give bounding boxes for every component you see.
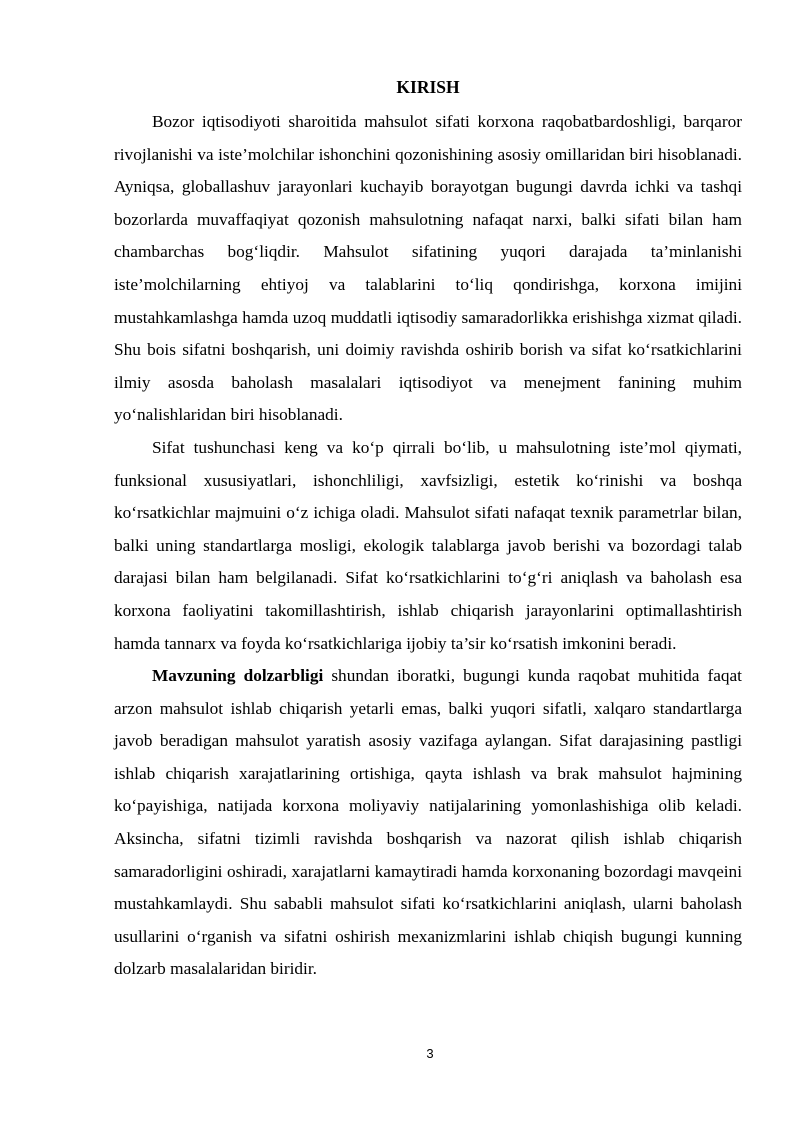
paragraph-intro-text: Bozor iqtisodiyoti sharoitida mahsulot sifati korxona raqobatbardoshligi, barqaror rivojlanishi va iste’molchilar ishonchini qozonishining asosiy omillaridan biri hisoblanadi. Ayniqsa, globallashuv jarayonlari kuchayib borayotgan bugungi davrda ichki va tashqi bozorlarda muvaffaqiyat qozonish mahsulotning nafaqat narxi, balki sifati bilan ham chambarchas bog‘liqdir. Mahsulot sifatining yuqori darajada ta’minlanishi iste’molchilarning ehtiyoj va talablarini to‘liq qondirishga, korxona imijini mustahkamlashga hamda uzoq muddatli iqtisodiy samaradorlikka erishishga xizmat qiladi. Shu bois sifatni boshqarish, uni doimiy ravishda oshirib borish va sifat ko‘rsatkichlarini ilmiy asosda baholash masalalari iqtisodiyot va menejment fanining muhim yo‘nalishlaridan biri hisoblanadi. <box>114 112 742 425</box>
paragraph-intro <box>114 106 742 432</box>
section-heading: KIRISH <box>396 77 460 97</box>
paragraph-quality-concept-text: Sifat tushunchasi keng va ko‘p qirrali bo‘lib, u mahsulotning iste’mol qiymati, funksional xususiyatlari, ishonchliligi, xavfsizligi, estetik ko‘rinishi va boshqa ko‘rsatkichlar majmuini o‘z ichiga oladi. Mahsulot sifati nafaqat texnik parametrlar bilan, balki uning standartlarga mosligi, ekologik talablarga javob berishi va bozordagi talab darajasi bilan ham belgilanadi. Sifat ko‘rsatkichlarini to‘g‘ri aniqlash va baholash esa korxona faoliyatini takomillashtirish, ishlab chiqarish jarayonlarini optimallashtirish hamda tannarx va foyda ko‘rsatkichlariga ijobiy ta’sir ko‘rsatish imkonini beradi. <box>114 437 742 653</box>
relevance-lead-phrase: Mavzuning dolzarbligi <box>152 666 324 686</box>
paragraph-relevance <box>114 660 742 986</box>
paragraph-quality-concept <box>114 432 742 660</box>
page-number: 3 <box>426 1046 434 1061</box>
document-page <box>114 74 742 986</box>
paragraph-relevance-text: shundan iboratki, bugungi kunda raqobat muhitida faqat arzon mahsulot ishlab chiqarish yetarli emas, balki yuqori sifatli, xalqaro standartlarga javob beradigan mahsulot yaratish asosiy vazifaga aylangan. Sifat darajasining pastligi ishlab chiqarish xarajatlarining ortishiga, qayta ishlash va brak mahsulot hajmining ko‘payishiga, natijada korxona moliyaviy natijalarining yomonlashishiga olib keladi. Aksincha, sifatni tizimli ravishda boshqarish va nazorat qilish ishlab chiqarish samaradorligini oshiradi, xarajatlarni kamaytiradi hamda korxonaning bozordagi mavqeini mustahkamlaydi. Shu sababli mahsulot sifati ko‘rsatkichlarini aniqlash, ularni baholash usullarini o‘rganish va sifatni oshirish mexanizmlarini ishlab chiqish bugungi kunning dolzarb masalalaridan biridir. <box>114 666 742 979</box>
